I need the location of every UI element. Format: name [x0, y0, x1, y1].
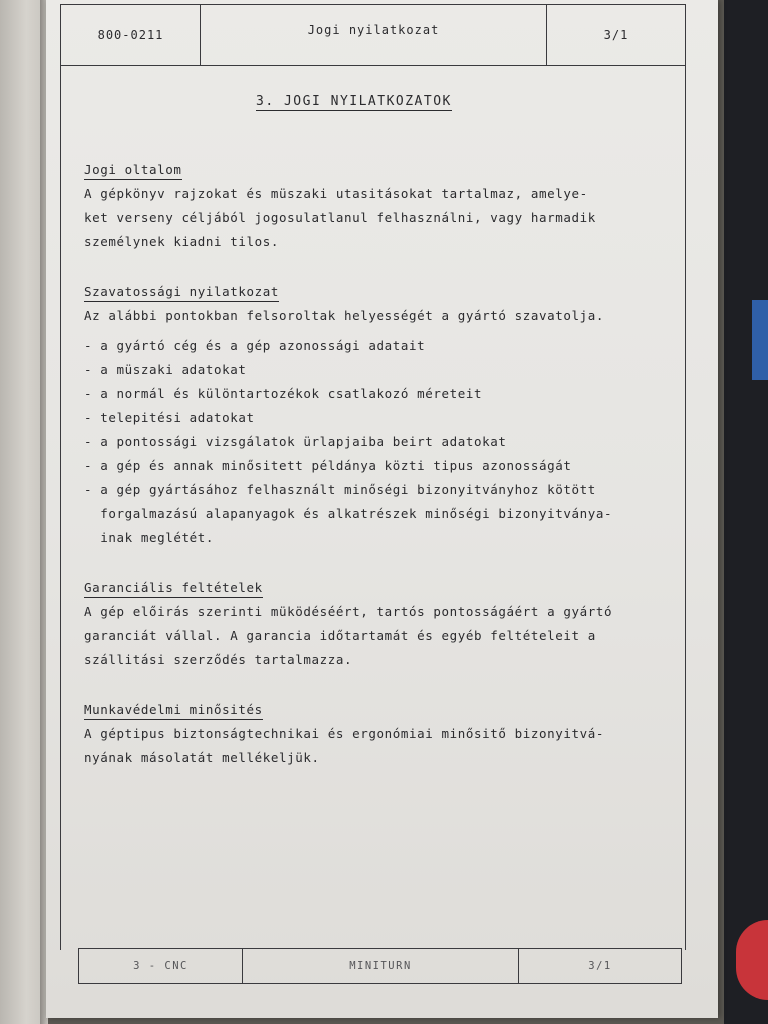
section-munkavedelmi [84, 698, 664, 770]
section-title: Jogi oltalom [84, 161, 182, 180]
list-item: inak meglétét. [84, 530, 215, 545]
document-page [46, 0, 718, 1018]
page-header [60, 4, 686, 66]
footer-section: 3 - CNC [79, 949, 243, 983]
footer-product: MINITURN [243, 949, 519, 983]
para-line: A géptipus biztonságtechnikai és ergonómiai minősitő bizonyitvá- [84, 726, 605, 741]
left-page-edge [0, 0, 44, 1024]
list-item: - a gyártó cég és a gép azonossági adatait [84, 338, 426, 353]
document-code: 800-0211 [61, 5, 201, 65]
header-title: Jogi nyilatkozat [201, 5, 547, 65]
binder-cover [724, 0, 768, 1024]
list-item: - a normál és különtartozékok csatlakozó méreteit [84, 386, 483, 401]
page-footer [78, 948, 682, 984]
list-item: - a pontossági vizsgálatok ürlapjaiba beirt adatokat [84, 434, 507, 449]
section-title: Munkavédelmi minősités [84, 701, 263, 720]
list-item: forgalmazású alapanyagok és alkatrészek minőségi bizonyitványa- [84, 506, 613, 521]
chapter-title [256, 94, 452, 109]
list-item: - a gép gyártásához felhasznált minőségi bizonyitványhoz kötött [84, 482, 596, 497]
section-garancialis [84, 576, 664, 672]
para-line: A gépkönyv rajzokat és müszaki utasitásokat tartalmaz, amelye- [84, 186, 588, 201]
section-intro: Az alábbi pontokban felsoroltak helyességét a gyártó szavatolja. [84, 308, 605, 323]
section-title: Szavatossági nyilatkozat [84, 283, 279, 302]
header-page-number: 3/1 [603, 28, 629, 42]
footer-page-number: 3/1 [588, 960, 612, 972]
para-line: nyának másolatát mellékeljük. [84, 750, 320, 765]
list-item: - a gép és annak minősitett példánya közti tipus azonosságát [84, 458, 572, 473]
para-line: garanciát vállal. A garancia időtartamát és egyéb feltételeit a [84, 628, 596, 643]
list-item: - telepitési adatokat [84, 410, 255, 425]
section-jogi-oltalom [84, 158, 664, 254]
section-szavatossagi [84, 280, 664, 550]
chapter-title-text: 3. JOGI NYILATKOZATOK [256, 94, 452, 109]
section-title: Garanciális feltételek [84, 579, 263, 598]
list-item: - a müszaki adatokat [84, 362, 247, 377]
para-line: szállitási szerződés tartalmazza. [84, 652, 353, 667]
para-line: A gép előirás szerinti müködéséért, tartós pontosságáért a gyártó [84, 604, 613, 619]
bullet-list [84, 334, 664, 550]
para-line: ket verseny céljából jogosulatlanul felhasználni, vagy harmadik [84, 210, 596, 225]
blue-tab-edge [752, 300, 768, 380]
para-line: személynek kiadni tilos. [84, 234, 280, 249]
